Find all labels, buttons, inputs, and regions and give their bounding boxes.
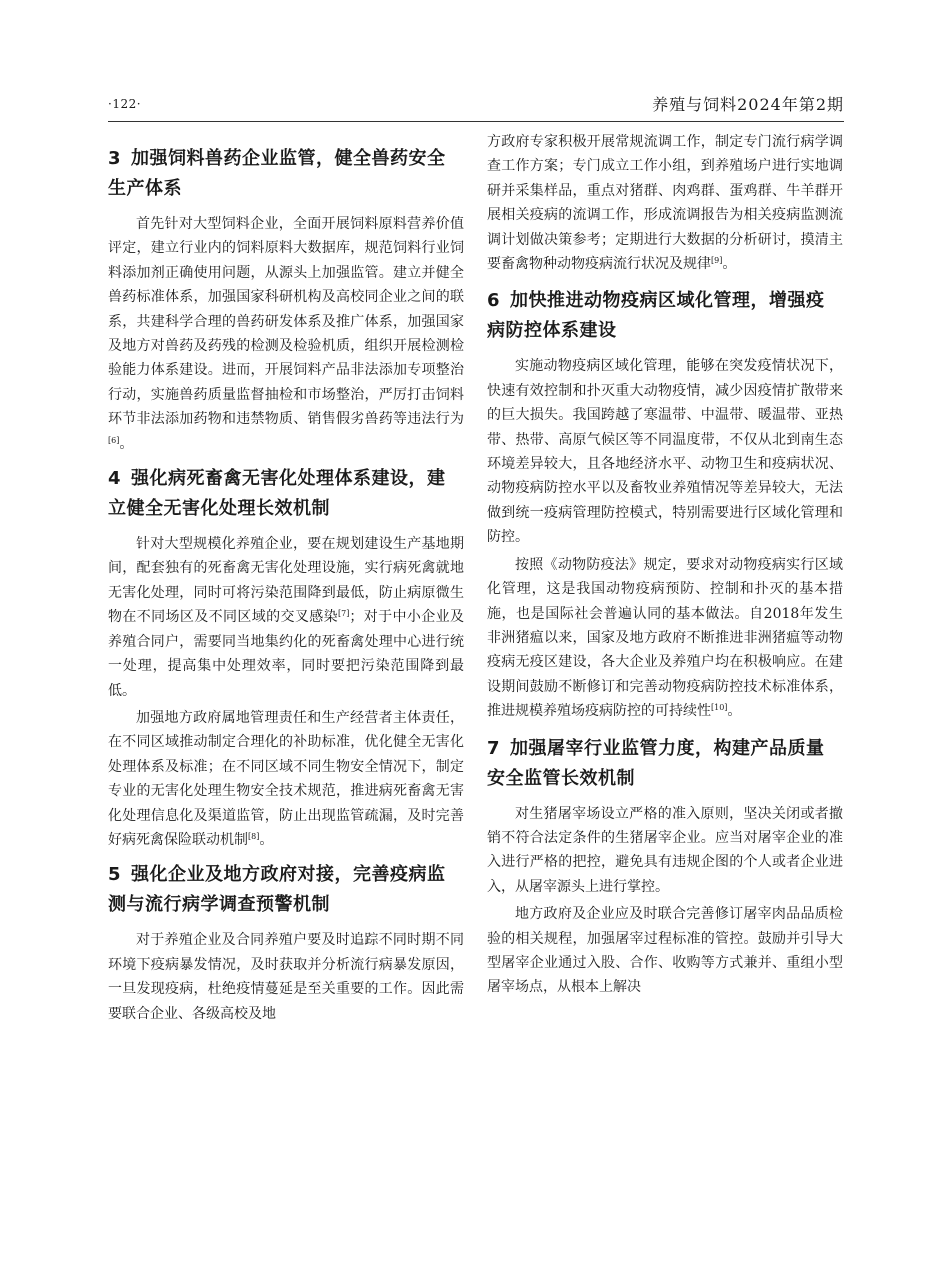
- section-7-heading: [487, 734, 843, 794]
- section-6-paragraph-2: 按照《动物防疫法》规定，要求对动物疫病实行区域化管理，这是我国动物疫病预防、控制和扑灭的基本措施，也是国际社会普遍认同的基本做法。自2018年发生非洲猪瘟以来，国家及地方政府不断推进非洲猪瘟等动物疫病无疫区建设，各大企业及养殖户均在积极响应。在建设期间鼓励不断修订和完善动物疫病防控技术标准体系，推进规模养殖场疫病防控的可持续性[10]。: [487, 556, 843, 720]
- right-column: [487, 130, 843, 1260]
- section-3-paragraph-1: 首先针对大型饲料企业，全面开展饲料原料营养价值评定，建立行业内的饲料原料大数据库，规范饲料行业饲料添加剂正确使用问题，从源头上加强监管。建立并健全兽药标准体系，加强国家科研机构及高校同企业之间的联系，共建科学合理的兽药研发体系及推广体系，加强国家及地方对兽药及药残的检测及检验机质，组织开展检测检验能力体系建设。进而，开展饲料产品非法添加专项整治行动，实施兽药质量监督抽检和市场整治，严厉打击饲料环节非法添加药物和违禁物质、销售假劣兽药等违法行为[6]。: [108, 216, 464, 452]
- citation: [6]: [108, 435, 120, 445]
- page-number: ·122·: [108, 97, 142, 111]
- section-title: 强化企业及地方政府对接，完善疫病监测与流行病学调查预警机制: [108, 864, 446, 916]
- section-4-paragraph-2: 加强地方政府属地管理责任和生产经营者主体责任，在不同区域推动制定合理化的补助标准，优化健全无害化处理体系及标准；在不同区域不同生物安全情况下，制定专业的无害化处理生物安全技术规范，推进病死畜禽无害化处理信息化及渠道监管，防止出现监管疏漏，及时完善好病死禽保险联动机制[8]。: [108, 709, 464, 848]
- section-number: 7: [487, 737, 501, 759]
- section-6-paragraph-1: 实施动物疫病区域化管理，能够在突发疫情状况下，快速有效控制和扑灭重大动物疫情，减少因疫情扩散带来的巨大损失。我国跨越了寒温带、中温带、暖温带、亚热带、热带、高原气候区等不同温度带，不仅从北到南生态环境差异较大，且各地经济水平、动物卫生和疫病状况、动物疫病防控水平以及畜牧业养殖情况等差异较大，无法做到统一疫病管理防控模式，特别需要进行区域化管理和防控。: [487, 358, 843, 546]
- section-number: 3: [108, 148, 122, 169]
- journal-title: 养殖与饲料2024年第2期: [652, 95, 844, 114]
- citation: [8]: [248, 831, 260, 841]
- section-title: 加快推进动物疫病区域化管理，增强疫病防控体系建设: [487, 290, 825, 342]
- page-header: [108, 92, 844, 120]
- section-title: 加强屠宰行业监管力度，构建产品质量安全监管长效机制: [487, 737, 825, 789]
- section-3-heading: [108, 144, 464, 204]
- section-5-paragraph-1: 对于养殖企业及合同养殖户要及时追踪不同时期不同环境下疫病暴发情况，及时获取并分析流行病暴发原因，一旦发现疫病，杜绝疫情蔓延是至关重要的工作。因此需要联合企业、各级高校及地: [108, 932, 464, 1022]
- section-4-heading: [108, 464, 464, 524]
- section-number: 4: [108, 468, 122, 490]
- section-number: 5: [108, 864, 122, 886]
- section-4-paragraph-1: 针对大型规模化养殖企业，要在规划建设生产基地期间，配套独有的死畜禽无害化处理设施，实行病死禽就地无害化处理，同时可将污染范围降到最低，防止病原微生物在不同场区及不同区域的交叉感染[7]；对于中小企业及养殖合同户，需要同当地集约化的死畜禽处理中心进行统一处理，提高集中处理效率，同时要把污染范围降到最低。: [108, 536, 464, 699]
- citation: [10]: [711, 703, 728, 713]
- section-5-heading: [108, 860, 464, 920]
- section-number: 6: [487, 290, 501, 312]
- section-title: 强化病死畜禽无害化处理体系建设，建立健全无害化处理长效机制: [108, 468, 446, 520]
- section-6-heading: [487, 286, 843, 346]
- citation: [7]: [338, 609, 350, 619]
- left-column: [108, 130, 464, 1260]
- citation: [9]: [711, 256, 723, 266]
- section-7-paragraph-2: 地方政府及企业应及时联合完善修订屠宰肉品品质检验的相关规程，加强屠宰过程标准的管控。鼓励并引导大型屠宰企业通过入股、合作、收购等方式兼并、重组小型屠宰场点，从根本上解决: [487, 906, 843, 996]
- header-rule: [108, 121, 844, 122]
- section-5-paragraph-1-continued: 方政府专家积极开展常规流调工作，制定专门流行病学调查工作方案；专门成立工作小组，到养殖场户进行实地调研并采集样品，重点对猪群、肉鸡群、蛋鸡群、牛羊群开展相关疫病的流调工作，形成流调报告为相关疫病监测流调计划做决策参考；定期进行大数据的分析研讨，摸清主要畜禽物种动物疫病流行状况及规律[9]。: [487, 134, 843, 273]
- section-title: 加强饲料兽药企业监管，健全兽药安全生产体系: [108, 148, 446, 199]
- section-7-paragraph-1: 对生猪屠宰场设立严格的准入原则，坚决关闭或者撤销不符合法定条件的生猪屠宰企业。应当对屠宰企业的准入进行严格的把控，避免具有违规企图的个人或者企业进入，从屠宰源头上进行掌控。: [487, 805, 843, 895]
